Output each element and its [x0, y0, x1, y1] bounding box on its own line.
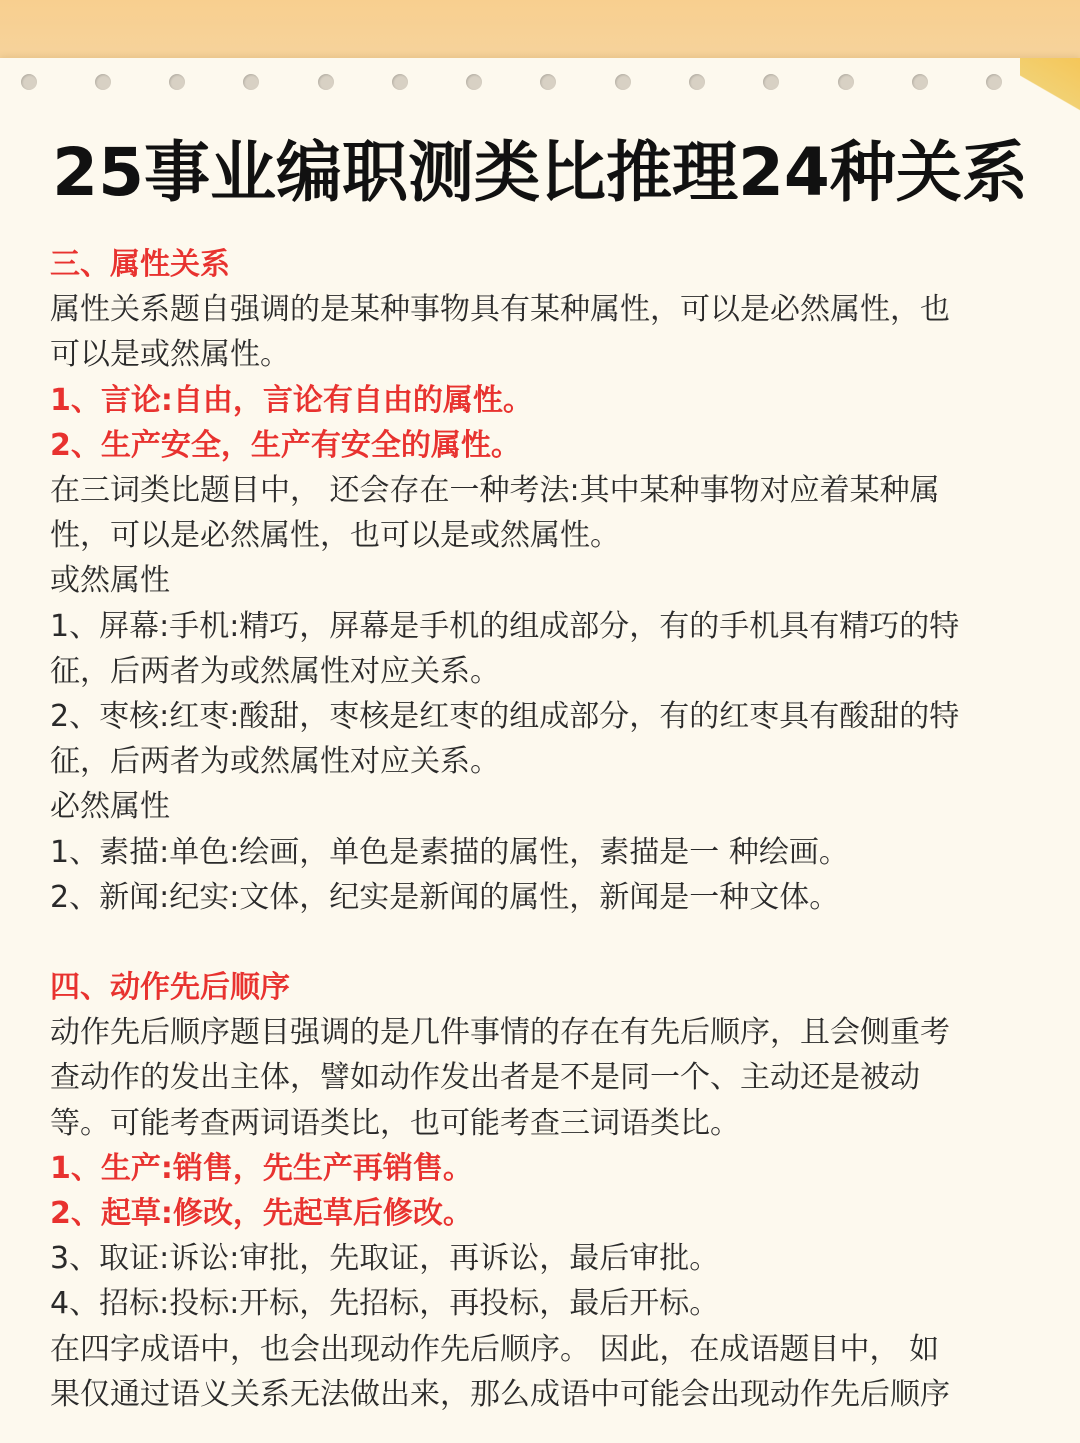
binder-hole — [243, 74, 259, 90]
binder-hole — [318, 74, 334, 90]
text-line: 征，后两者为或然属性对应关系。 — [50, 744, 500, 780]
text-line: 3、取证:诉讼:审批，先取证，再诉讼，最后审批。 — [50, 1241, 720, 1277]
binder-hole — [21, 74, 37, 90]
section-heading: 四、动作先后顺序 — [50, 970, 290, 1006]
text-line: 在四字成语中，也会出现动作先后顺序。 因此，在成语题目中， 如 — [50, 1331, 940, 1367]
text-line: 1、素描:单色:绘画，单色是素描的属性，素描是一 种绘画。 — [50, 834, 849, 870]
binder-hole — [540, 74, 556, 90]
binder-hole — [838, 74, 854, 90]
binder-hole — [169, 74, 185, 90]
binder-hole — [392, 74, 408, 90]
text-line: 性，可以是必然属性，也可以是或然属性。 — [50, 518, 620, 554]
top-background — [0, 0, 1080, 60]
text-line: 可以是或然属性。 — [50, 337, 290, 373]
example-line-highlight: 1、言论:自由，言论有自由的属性。 — [50, 382, 533, 418]
text-line: 查动作的发出主体，譬如动作发出者是不是同一个、主动还是被动 — [50, 1060, 920, 1096]
example-line-highlight: 2、生产安全，生产有安全的属性。 — [50, 427, 521, 463]
text-line: 在三词类比题目中， 还会存在一种考法:其中某种事物对应着某种属 — [50, 473, 940, 509]
binder-hole — [466, 74, 482, 90]
example-line-highlight: 2、起草:修改，先起草后修改。 — [50, 1196, 473, 1232]
text-line: 1、屏幕:手机:精巧，屏幕是手机的组成部分，有的手机具有精巧的特 — [50, 608, 960, 644]
binder-hole — [912, 74, 928, 90]
page-title: 25事业编职测类比推理24种关系 — [52, 134, 1028, 211]
subheading: 或然属性 — [50, 563, 170, 599]
section-heading: 三、属性关系 — [50, 247, 230, 282]
text-line: 果仅通过语义关系无法做出来，那么成语中可能会出现动作先后顺序 — [50, 1376, 950, 1412]
binder-hole — [763, 74, 779, 90]
subheading: 必然属性 — [50, 789, 170, 825]
binder-holes — [0, 74, 1080, 96]
text-line: 动作先后顺序题目强调的是几件事情的存在有先后顺序，且会侧重考 — [50, 1015, 950, 1051]
text-line: 征，后两者为或然属性对应关系。 — [50, 653, 500, 689]
binder-hole — [689, 74, 705, 90]
text-line: 2、新闻:纪实:文体，纪实是新闻的属性，新闻是一种文体。 — [50, 879, 840, 915]
article-body — [50, 242, 1040, 1417]
section-spacer — [50, 920, 1040, 965]
example-line-highlight: 1、生产:销售，先生产再销售。 — [50, 1150, 473, 1186]
text-line: 2、枣核:红枣:酸甜，枣核是红枣的组成部分，有的红枣具有酸甜的特 — [50, 699, 960, 735]
binder-hole — [986, 74, 1002, 90]
binder-hole — [95, 74, 111, 90]
binder-hole — [615, 74, 631, 90]
text-line: 4、招标:投标:开标，先招标，再投标，最后开标。 — [50, 1286, 720, 1322]
text-line: 等。可能考查两词语类比，也可能考查三词语类比。 — [50, 1105, 740, 1141]
page-curl — [1020, 58, 1080, 138]
text-line: 属性关系题自强调的是某种事物具有某种属性，可以是必然属性，也 — [50, 292, 950, 328]
